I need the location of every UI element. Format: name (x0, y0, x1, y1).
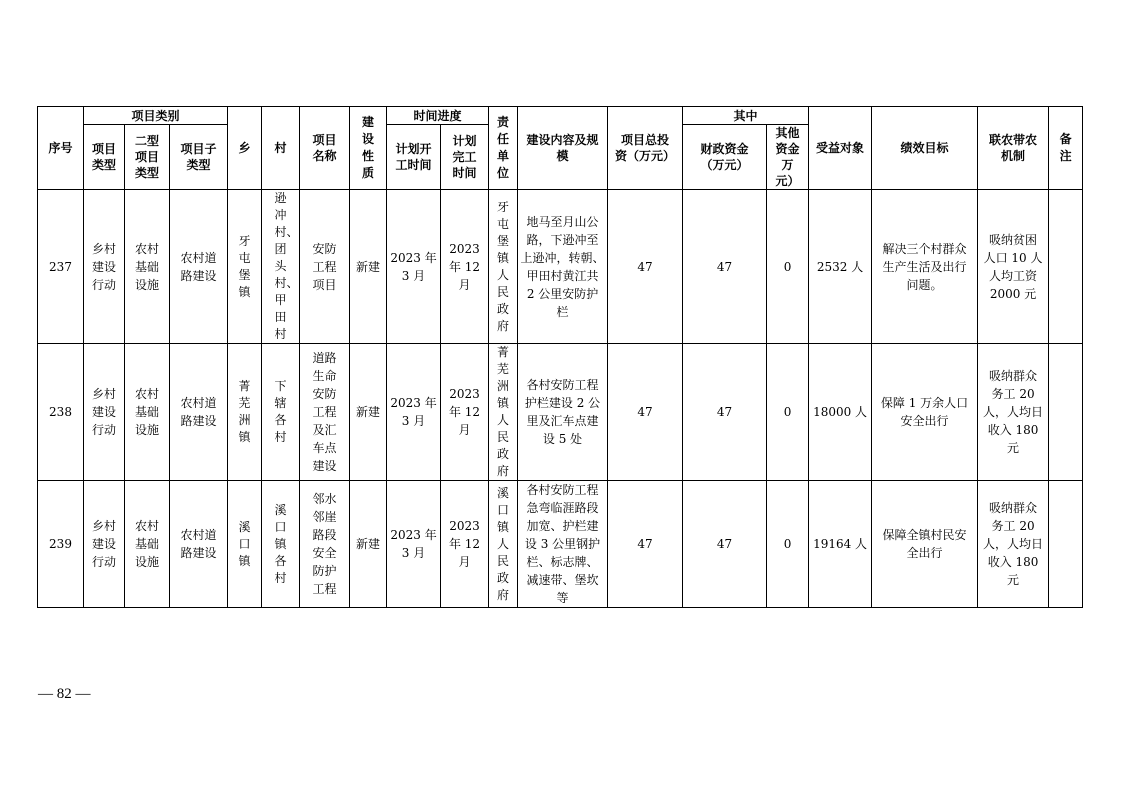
cell-nature: 新建 (350, 190, 387, 344)
cell-content: 地马至月山公 路，下逊冲至 上逊冲，转朝、 甲田村黄江共 2 公里安防护 栏 (518, 190, 608, 344)
cell-village (262, 344, 300, 481)
cell-plan-start: 2023 年 3 月 (387, 344, 441, 481)
header-seq: 序号 (38, 107, 84, 190)
cell-responsible-text: 牙屯堡镇人民政府 (497, 199, 510, 333)
cell-fiscal: 47 (683, 481, 767, 608)
cell-seq: 239 (38, 481, 84, 608)
cell-level2-type: 农村 基础 设施 (125, 481, 170, 608)
cell-plan-end: 2023 年 12 月 (441, 344, 489, 481)
cell-seq: 238 (38, 344, 84, 481)
header-responsible (489, 107, 518, 190)
header-level2-type: 二型 项目 类型 (125, 125, 170, 190)
header-remark (1049, 107, 1083, 190)
cell-project-type: 乡村 建设 行动 (84, 344, 125, 481)
cell-beneficiary: 19164 人 (809, 481, 872, 608)
cell-township-text: 溪口镇 (238, 519, 251, 568)
header-mechanism: 联农带农 机制 (978, 107, 1049, 190)
cell-fiscal: 47 (683, 344, 767, 481)
cell-nature: 新建 (350, 481, 387, 608)
cell-village-text: 逊冲村、团头村、甲田村 (274, 191, 299, 341)
cell-goal: 解决三个村群众 生产生活及出行 问题。 (872, 190, 978, 344)
header-nature (350, 107, 387, 190)
cell-level2-type: 农村 基础 设施 (125, 344, 170, 481)
cell-village (262, 481, 300, 608)
cell-remark (1049, 481, 1083, 608)
cell-remark (1049, 190, 1083, 344)
cell-project-name: 邻水 邻崖 路段 安全 防护 工程 (300, 481, 350, 608)
cell-mechanism: 吸纳群众 务工 20 人，人均日 收入 180 元 (978, 481, 1049, 608)
table-row (38, 344, 1083, 481)
table-row (38, 481, 1083, 608)
header-plan-end: 计划 完工 时间 (441, 125, 489, 190)
cell-total-invest: 47 (608, 344, 683, 481)
header-plan-start: 计划开 工时间 (387, 125, 441, 190)
cell-project-type: 乡村 建设 行动 (84, 481, 125, 608)
cell-plan-end: 2023 年 12 月 (441, 481, 489, 608)
cell-content: 各村安防工程 护栏建设 2 公 里及汇车点建 设 5 处 (518, 344, 608, 481)
cell-sub-type: 农村道 路建设 (170, 481, 228, 608)
header-other-funds: 其他 资金 万 元） (767, 125, 809, 190)
cell-village-text: 溪口镇各村 (274, 502, 287, 585)
header-project-name: 项目 名称 (300, 107, 350, 190)
header-village: 村 (262, 107, 300, 190)
header-goal: 绩效目标 (872, 107, 978, 190)
cell-nature: 新建 (350, 344, 387, 481)
project-table (37, 106, 1083, 608)
cell-township-text: 菁芜洲镇 (238, 379, 251, 444)
cell-responsible (489, 190, 518, 344)
cell-other-funds: 0 (767, 344, 809, 481)
cell-content: 各村安防工程 急弯临涯路段 加宽、护栏建 设 3 公里钢护 栏、标志牌、 减速带、堡坎 等 (518, 481, 608, 608)
header-beneficiary: 受益对象 (809, 107, 872, 190)
cell-goal: 保障全镇村民安 全出行 (872, 481, 978, 608)
header-category-group: 项目类别 (84, 107, 228, 125)
cell-beneficiary: 2532 人 (809, 190, 872, 344)
cell-township (228, 481, 262, 608)
header-township: 乡 (228, 107, 262, 190)
header-sub-type: 项目子 类型 (170, 125, 228, 190)
cell-fiscal: 47 (683, 190, 767, 344)
header-among-group: 其中 (683, 107, 809, 125)
cell-township (228, 344, 262, 481)
cell-total-invest: 47 (608, 190, 683, 344)
cell-sub-type: 农村道 路建设 (170, 344, 228, 481)
cell-other-funds: 0 (767, 190, 809, 344)
cell-mechanism: 吸纳贫困 人口 10 人 人均工资 2000 元 (978, 190, 1049, 344)
cell-plan-start: 2023 年 3 月 (387, 190, 441, 344)
cell-village-text: 下辖各村 (274, 379, 287, 444)
cell-goal: 保障 1 万余人口 安全出行 (872, 344, 978, 481)
header-remark-text: 备注 (1059, 132, 1072, 163)
cell-township-text: 牙屯堡镇 (238, 233, 251, 299)
cell-responsible-text: 溪口镇人民政府 (497, 485, 510, 602)
header-nature-text: 建设性质 (362, 115, 375, 180)
cell-beneficiary: 18000 人 (809, 344, 872, 481)
cell-responsible-text: 菁芜洲镇人民政府 (497, 345, 510, 478)
header-fiscal: 财政资金 （万元） (683, 125, 767, 190)
cell-sub-type: 农村道 路建设 (170, 190, 228, 344)
header-content: 建设内容及规 模 (518, 107, 608, 190)
cell-remark (1049, 344, 1083, 481)
cell-plan-end: 2023 年 12 月 (441, 190, 489, 344)
cell-responsible (489, 481, 518, 608)
cell-responsible (489, 344, 518, 481)
cell-mechanism: 吸纳群众 务工 20 人，人均日 收入 180 元 (978, 344, 1049, 481)
cell-project-name: 道路 生命 安防 工程 及汇 车点 建设 (300, 344, 350, 481)
header-project-type: 项目 类型 (84, 125, 125, 190)
cell-total-invest: 47 (608, 481, 683, 608)
table-row (38, 190, 1083, 344)
cell-township (228, 190, 262, 344)
cell-seq: 237 (38, 190, 84, 344)
cell-other-funds: 0 (767, 481, 809, 608)
cell-plan-start: 2023 年 3 月 (387, 481, 441, 608)
cell-project-name: 安防 工程 项目 (300, 190, 350, 344)
cell-village (262, 190, 300, 344)
cell-project-type: 乡村 建设 行动 (84, 190, 125, 344)
header-total-invest: 项目总投 资（万元） (608, 107, 683, 190)
cell-level2-type: 农村 基础 设施 (125, 190, 170, 344)
header-responsible-text: 责任单位 (497, 115, 510, 180)
header-time-group: 时间进度 (387, 107, 489, 125)
page-number: — 82 — (38, 686, 91, 702)
